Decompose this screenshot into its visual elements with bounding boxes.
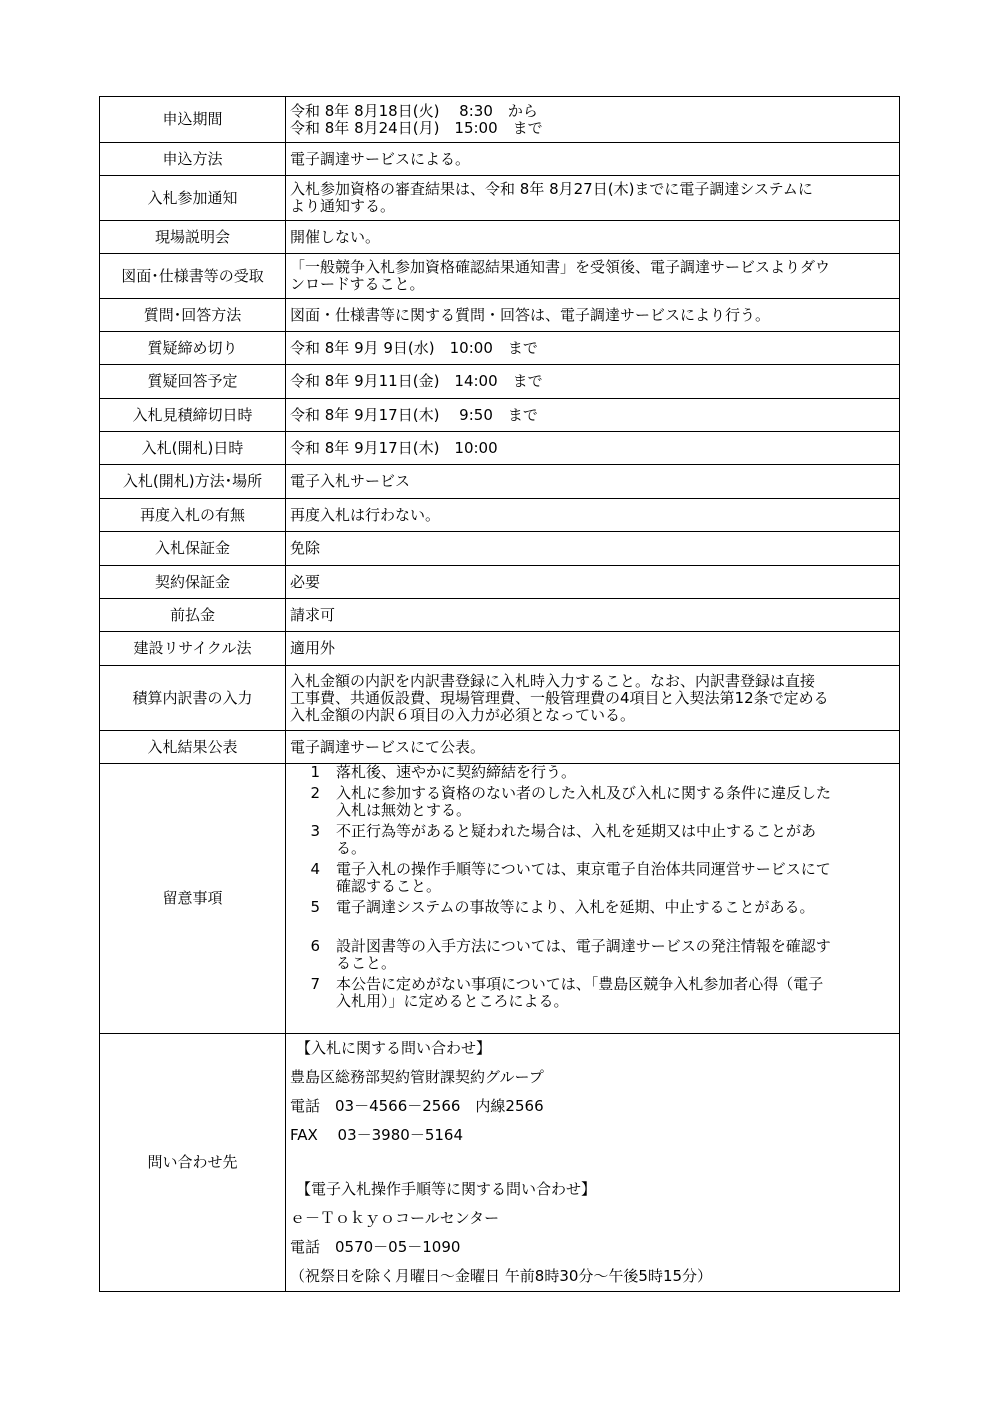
row-value <box>286 666 900 731</box>
table-row <box>100 731 900 764</box>
note-line: 入札は無効とする。 <box>336 801 472 819</box>
table-row <box>100 499 900 532</box>
table-row <box>100 332 900 365</box>
value-line: 電子調達サービスによる。 <box>290 149 471 168</box>
value-line: 開催しない。 <box>290 227 381 246</box>
note-line: 確認すること。 <box>336 877 442 895</box>
value-line: より通知する。 <box>290 197 396 215</box>
table-row <box>100 254 900 299</box>
value-line: 「一般競争入札参加資格確認結果通知書」を受領後、電子調達サービスよりダウ <box>290 258 831 276</box>
notes-cell <box>286 764 900 1034</box>
note-text <box>336 823 893 857</box>
contact-hours: （祝祭日を除く月曜日～金曜日 午前8時30分～午後5時15分） <box>290 1267 713 1285</box>
row-value <box>286 254 900 299</box>
value-line: 必要 <box>290 572 321 591</box>
value-line: 請求可 <box>290 605 336 624</box>
row-value <box>286 143 900 176</box>
value-line: 適用外 <box>290 639 336 657</box>
row-value <box>286 221 900 254</box>
contact-row <box>100 1034 900 1292</box>
contact-label: 問い合わせ先 <box>100 1034 286 1292</box>
row-value <box>286 299 900 332</box>
table-row <box>100 566 900 599</box>
contact-cell <box>286 1034 900 1292</box>
note-line: 設計図書等の入手方法については、電子調達サービスの発注情報を確認す <box>336 937 831 955</box>
value-line: 令和 8年 8月24日(月) 15:00 まで <box>290 118 543 137</box>
row-label: 積算内訳書の入力 <box>100 666 286 731</box>
value-line: 令和 8年 9月 9日(水) 10:00 まで <box>290 338 538 357</box>
row-value <box>286 365 900 399</box>
note-number: 4 <box>310 860 320 878</box>
row-label: 契約保証金 <box>100 566 286 599</box>
value-line: 入札参加資格の審査結果は、令和 8年 8月27日(木)までに電子調達システムに <box>290 180 813 198</box>
value-line: 令和 8年 9月17日(木) 9:50 まで <box>290 405 538 424</box>
row-label: 入札参加通知 <box>100 176 286 221</box>
note-line: 入札に参加する資格のない者のした入札及び入札に関する条件に違反した <box>336 784 832 802</box>
row-value <box>286 566 900 599</box>
row-value <box>286 176 900 221</box>
row-label: 申込方法 <box>100 143 286 176</box>
row-label: 入札(開札)日時 <box>100 432 286 465</box>
contact-fax: FAX 03－3980－5164 <box>290 1126 463 1144</box>
note-item-2 <box>290 785 893 819</box>
table-row <box>100 599 900 632</box>
contact-line: ｅ－Ｔｏｋｙｏコールセンター <box>290 1209 500 1227</box>
contact-gap <box>290 1150 893 1175</box>
note-text <box>336 899 893 916</box>
table-row <box>100 176 900 221</box>
note-number: 2 <box>310 784 320 802</box>
value-line: 図面・仕様書等に関する質問・回答は、電子調達サービスにより行う。 <box>290 305 771 324</box>
value-line: 免除 <box>290 539 321 557</box>
contact-phone: 電話 0570－05－1090 <box>290 1238 461 1256</box>
note-text <box>336 976 893 1010</box>
contact-heading-ebid: 【電子入札操作手順等に関する問い合わせ】 <box>296 1180 597 1198</box>
tender-info-table <box>99 96 900 1292</box>
note-number: 3 <box>310 822 320 840</box>
row-value <box>286 499 900 532</box>
note-number: 6 <box>310 937 320 955</box>
note-text <box>336 861 893 895</box>
table-row <box>100 221 900 254</box>
note-line: 入札用）」に定めるところによる。 <box>336 992 569 1010</box>
notes-row <box>100 764 900 1034</box>
row-value <box>286 432 900 465</box>
row-label: 質問･回答方法 <box>100 299 286 332</box>
contact-line: 豊島区総務部契約管財課契約グループ <box>290 1068 544 1086</box>
note-number: 7 <box>310 975 320 993</box>
table-row <box>100 399 900 432</box>
row-label: 入札結果公表 <box>100 731 286 764</box>
value-line: ンロードすること。 <box>290 275 425 293</box>
table-row <box>100 465 900 499</box>
note-text <box>336 785 893 819</box>
note-line: 不正行為等があると疑われた場合は、入札を延期又は中止することがあ <box>336 822 817 840</box>
note-item-7 <box>290 976 893 1010</box>
table-row <box>100 365 900 399</box>
note-item-4 <box>290 861 893 895</box>
notes-label: 留意事項 <box>100 764 286 1034</box>
table-row <box>100 97 900 143</box>
contact-heading-bid: 【入札に関する問い合わせ】 <box>296 1039 492 1057</box>
note-line: 電子調達システムの事故等により、入札を延期、中止することがある。 <box>336 898 815 916</box>
row-label: 再度入札の有無 <box>100 499 286 532</box>
table-row <box>100 666 900 731</box>
value-line: 再度入札は行わない。 <box>290 505 441 524</box>
value-line: 令和 8年 9月11日(金) 14:00 まで <box>290 372 543 390</box>
row-label: 入札見積締切日時 <box>100 399 286 432</box>
value-line: 工事費、共通仮設費、現場管理費、一般管理費の4項目と入契法第12条で定める <box>290 688 829 707</box>
value-line: 入札金額の内訳を内訳書登録に入札時入力すること。なお、内訳書登録は直接 <box>290 671 816 690</box>
value-line: 電子入札サービス <box>290 472 411 490</box>
note-line: る。 <box>336 839 367 857</box>
row-value <box>286 532 900 566</box>
note-item-6 <box>290 938 893 972</box>
row-label: 質疑回答予定 <box>100 365 286 399</box>
row-label: 質疑締め切り <box>100 332 286 365</box>
contact-phone: 電話 03－4566－2566 内線2566 <box>290 1097 544 1115</box>
row-value <box>286 632 900 666</box>
row-label: 建設リサイクル法 <box>100 632 286 666</box>
table-row <box>100 432 900 465</box>
row-value <box>286 332 900 365</box>
row-label: 入札(開札)方法･場所 <box>100 465 286 499</box>
note-number: 1 <box>310 763 320 781</box>
row-value <box>286 465 900 499</box>
note-line: 本公告に定めがない事項については、「豊島区競争入札参加者心得（電子 <box>336 975 824 993</box>
note-item-5 <box>290 899 893 916</box>
row-value <box>286 399 900 432</box>
row-label: 申込期間 <box>100 97 286 143</box>
row-label: 入札保証金 <box>100 532 286 566</box>
row-value <box>286 97 900 143</box>
value-line: 令和 8年 8月18日(火) 8:30 から <box>290 101 538 120</box>
note-item-1 <box>290 764 893 781</box>
row-label: 前払金 <box>100 599 286 632</box>
value-line: 電子調達サービスにて公表。 <box>290 737 486 756</box>
table-row <box>100 299 900 332</box>
note-line: ること。 <box>336 954 397 972</box>
row-value <box>286 599 900 632</box>
row-label: 図面･仕様書等の受取 <box>100 254 286 299</box>
note-line: 電子入札の操作手順等については、東京電子自治体共同運営サービスにて <box>336 860 831 878</box>
table-row <box>100 532 900 566</box>
note-text <box>336 764 893 781</box>
value-line: 令和 8年 9月17日(木) 10:00 <box>290 438 498 457</box>
table-row <box>100 632 900 666</box>
row-label: 現場説明会 <box>100 221 286 254</box>
note-text <box>336 938 893 972</box>
note-number: 5 <box>310 898 320 916</box>
notes-list <box>290 764 893 1010</box>
note-item-3 <box>290 823 893 857</box>
note-line: 落札後、速やかに契約締結を行う。 <box>336 763 577 781</box>
value-line: 入札金額の内訳６項目の入力が必須となっている。 <box>290 705 636 724</box>
row-value <box>286 731 900 764</box>
table-row <box>100 143 900 176</box>
